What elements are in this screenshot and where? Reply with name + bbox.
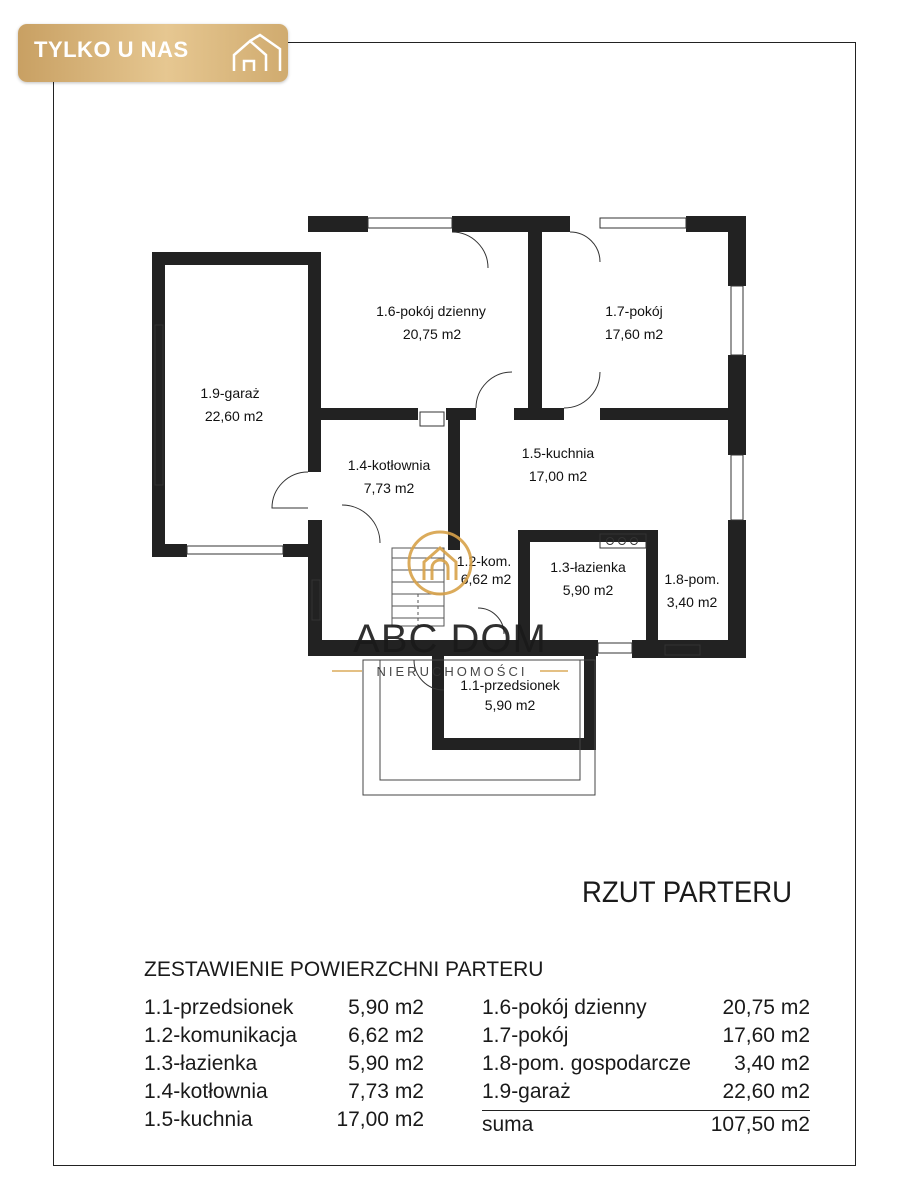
door-swing [476,372,512,408]
room-name: 1.9-garaż [200,385,260,401]
area-name: 1.1-przedsionek [144,996,294,1019]
wall [600,408,730,420]
summary-title: ZESTAWIENIE POWIERZCHNI PARTERU [144,958,544,981]
room-name: 1.7-pokój [605,303,663,319]
room-name: 1.2-kom. [456,553,512,569]
room-name: 1.5-kuchnia [521,445,595,461]
area-row [144,1106,424,1134]
door-swing [272,472,308,508]
area-name: 1.9-garaż [482,1080,571,1103]
wall [490,216,570,232]
watermark [332,532,568,679]
wall [432,738,596,750]
wall [728,520,746,658]
area-name: 1.5-kuchnia [144,1108,253,1131]
room-area: 6,62 m2 [460,571,512,587]
window [731,455,743,520]
window [368,218,452,228]
area-value: 17,60 m2 [722,1024,810,1047]
area-list-right [482,994,810,1106]
area-name: 1.2-komunikacja [144,1024,297,1047]
window [600,218,686,228]
room-name: 1.3-łazienka [550,559,626,575]
area-name: 1.4-kotłownia [144,1080,268,1103]
area-row [144,994,424,1022]
wall [308,252,321,472]
total-value: 107,50 m2 [710,1113,810,1136]
area-name: 1.3-łazienka [144,1052,258,1075]
wall [728,216,746,286]
area-name: 1.7-pokój [482,1024,569,1047]
door-swing [570,232,600,262]
area-row [144,1050,424,1078]
room-name: 1.4-kotłownia [347,457,431,473]
total-label: suma [482,1113,534,1136]
area-list-left [144,994,424,1134]
area-row [482,994,810,1022]
room-area: 17,00 m2 [528,468,588,484]
room-area: 5,90 m2 [562,582,614,598]
badge-label: TYLKO U NAS [34,37,189,62]
room-area: 17,60 m2 [604,326,664,342]
wall [320,408,418,420]
room-area: 5,90 m2 [484,697,536,713]
area-name: 1.6-pokój dzienny [482,996,647,1019]
wall [152,544,187,557]
door-swing [564,372,600,408]
room-name: 1.8-pom. [664,571,720,587]
wall [584,655,596,750]
watermark-subtitle: NIERUCHOMOŚCI [376,664,528,679]
area-value: 5,90 m2 [348,1052,424,1075]
wall [448,412,460,550]
area-value: 5,90 m2 [348,996,424,1019]
room-area: 3,40 m2 [666,594,718,610]
room-area: 22,60 m2 [204,408,264,424]
wall [152,252,312,265]
room-name: 1.6-pokój dzienny [376,303,486,319]
door-swing [342,505,380,543]
wall [728,355,746,455]
wall [452,216,490,232]
window [187,546,283,554]
area-value: 20,75 m2 [722,996,810,1019]
boiler-fixture [420,412,444,426]
area-value: 17,00 m2 [336,1108,424,1131]
door-swing [452,232,488,268]
room-area: 20,75 m2 [402,326,462,342]
wall [646,530,658,658]
total-row [482,1110,810,1139]
wall [308,216,368,232]
area-row [482,1022,810,1050]
window [731,286,743,355]
area-value: 3,40 m2 [734,1052,810,1075]
area-name: 1.8-pom. gospodarcze [482,1052,691,1075]
area-row [144,1078,424,1106]
house-outline [424,548,456,580]
area-value: 6,62 m2 [348,1024,424,1047]
window [598,643,632,653]
area-row [482,1078,810,1106]
area-row [144,1022,424,1050]
watermark-brand: ABC DOM [353,617,547,661]
room-name: 1.1-przedsionek [460,677,560,693]
area-row [482,1050,810,1078]
plan-title: RZUT PARTERU [582,876,793,909]
room-area: 7,73 m2 [363,480,415,496]
area-value: 7,73 m2 [348,1080,424,1103]
area-value: 22,60 m2 [722,1080,810,1103]
wall [528,232,542,412]
